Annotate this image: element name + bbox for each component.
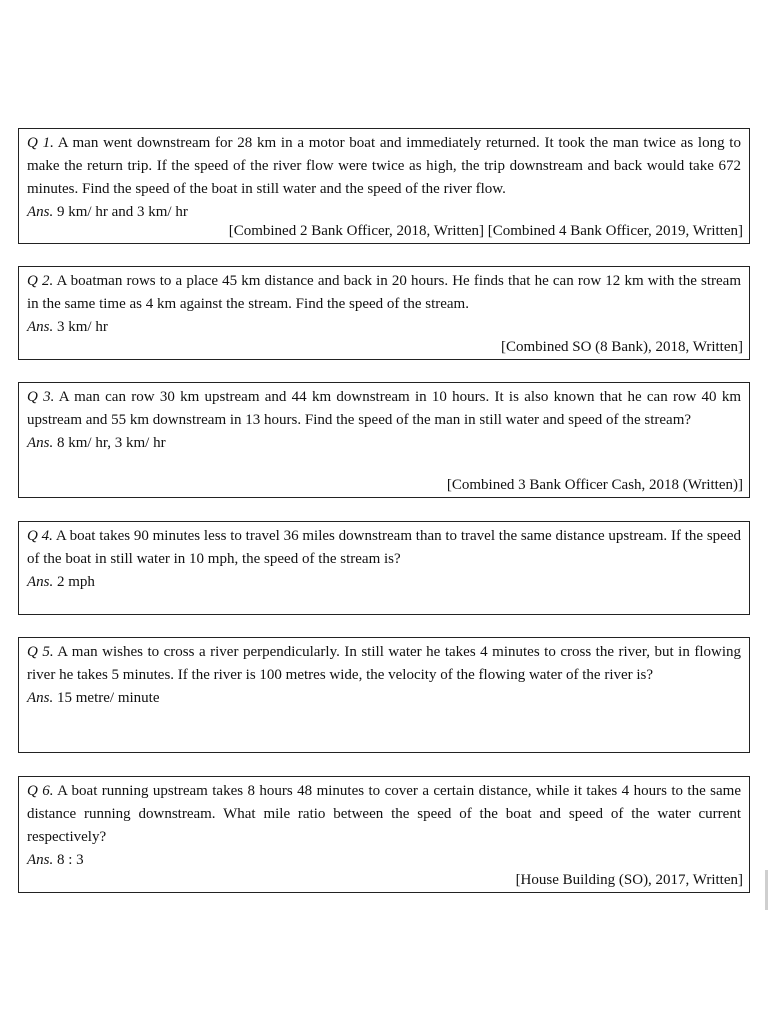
answer-label: Ans. — [27, 435, 54, 451]
question-source: [Combined SO (8 Bank), 2018, Written] — [500, 339, 743, 355]
question-number: Q 2. — [27, 273, 54, 289]
question-box-5 — [18, 637, 750, 753]
answer-label: Ans. — [27, 204, 54, 220]
question-box-4 — [18, 521, 750, 615]
question-number: Q 1. — [27, 135, 54, 151]
question-text — [27, 641, 741, 687]
answer-value: 9 km/ hr and 3 km/ hr — [57, 204, 188, 220]
answer-label: Ans. — [27, 574, 54, 590]
answer-value: 3 km/ hr — [57, 319, 108, 335]
question-number: Q 6. — [27, 783, 54, 799]
question-text — [27, 780, 741, 849]
question-box-1 — [18, 128, 750, 244]
question-body: A boat takes 90 minutes less to travel 36 miles downstream than to travel the same distance upstream. If the speed of the boat in still water in 10 mph, the speed of the stream is? — [27, 528, 741, 567]
answer-value: 8 km/ hr, 3 km/ hr — [57, 435, 166, 451]
question-text — [27, 132, 741, 201]
answer-label: Ans. — [27, 319, 54, 335]
question-text — [27, 270, 741, 316]
question-box-6 — [18, 776, 750, 893]
answer-label: Ans. — [27, 690, 54, 706]
question-body: A man can row 30 km upstream and 44 km downstream in 10 hours. It is also known that he can row 40 km upstream and 55 km downstream in 13 hours. Find the speed of the man in still water and speed of the stream? — [27, 389, 741, 428]
answer — [27, 571, 741, 594]
question-number: Q 4. — [27, 528, 53, 544]
question-source: [Combined 2 Bank Officer, 2018, Written] [Combined 4 Bank Officer, 2019, Written] — [228, 223, 743, 239]
question-body: A boatman rows to a place 45 km distance and back in 20 hours. He finds that he can row 12 km with the stream in the same time as 4 km against the stream. Find the speed of the stream. — [27, 273, 741, 312]
question-source: [House Building (SO), 2017, Written] — [515, 872, 743, 888]
question-source: [Combined 3 Bank Officer Cash, 2018 (Written)] — [446, 477, 743, 493]
answer-value: 2 mph — [57, 574, 95, 590]
question-box-2 — [18, 266, 750, 360]
answer-label: Ans. — [27, 852, 54, 868]
question-body: A man wishes to cross a river perpendicularly. In still water he takes 4 minutes to cross the river, but in flowing river he takes 5 minutes. If the river is 100 metres wide, the velocity of the flowing water of the river is? — [27, 644, 741, 683]
question-body: A man went downstream for 28 km in a motor boat and immediately returned. It took the man twice as long to make the return trip. If the speed of the river flow were twice as high, the trip downstream and back would take 672 minutes. Find the speed of the boat in still water and the speed of the river flow. — [27, 135, 741, 197]
question-body: A boat running upstream takes 8 hours 48 minutes to cover a certain distance, while it takes 4 hours to the same distance running downstream. What mile ratio between the speed of the boat and speed of the water current respectively? — [27, 783, 741, 845]
answer-value: 8 : 3 — [57, 852, 84, 868]
question-number: Q 3. — [27, 389, 55, 405]
answer — [27, 687, 741, 710]
question-text — [27, 386, 741, 432]
answer — [27, 432, 741, 455]
question-text — [27, 525, 741, 571]
answer-value: 15 metre/ minute — [57, 690, 160, 706]
question-box-3 — [18, 382, 750, 498]
question-number: Q 5. — [27, 644, 54, 660]
